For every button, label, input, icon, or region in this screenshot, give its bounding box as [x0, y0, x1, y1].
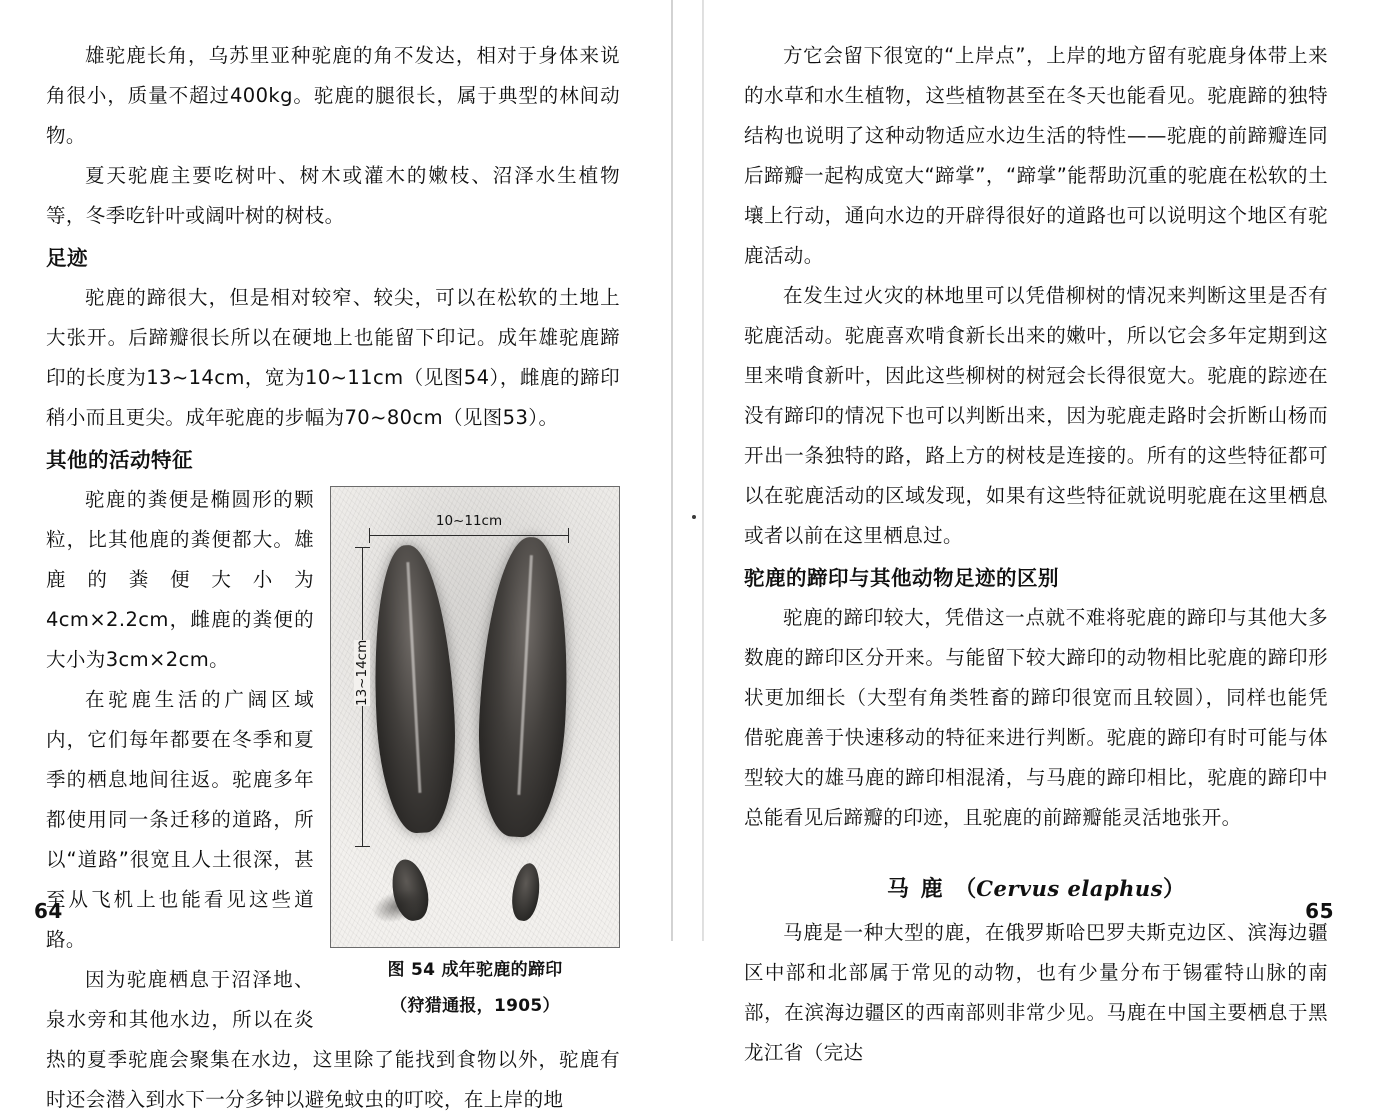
- section-heading-hoofprint-difference: 驼鹿的蹄印与其他动物足迹的区别: [744, 566, 1059, 590]
- paren-open: （: [954, 877, 977, 902]
- dimension-height: [353, 547, 371, 847]
- right-page: [714, 0, 1374, 1064]
- page-gutter: [660, 0, 714, 941]
- left-page: [0, 0, 660, 1111]
- paragraph: 驼鹿的蹄很大，但是相对较窄、较尖，可以在松软的土地上大张开。后蹄瓣很长所以在硬地上也能留下印记。成年雄驼鹿蹄印的长度为13~14cm，宽为10~11cm（见图54），雌鹿的蹄印稍小而且更尖。成年驼鹿的步幅为70~80cm（见图53）。: [46, 286, 620, 429]
- hoofprint-right: [473, 535, 575, 839]
- figure-caption-line1: 图 54 成年驼鹿的蹄印: [387, 960, 563, 980]
- hoofprint-left: [368, 543, 461, 835]
- figure-54: [330, 486, 620, 1020]
- section-heading-footprints: 足迹: [46, 246, 88, 270]
- paragraph: 夏天驼鹿主要吃树叶、树木或灌木的嫩枝、沼泽水生植物等，冬季吃针叶或阔叶树的树枝。: [46, 164, 620, 227]
- paragraph: 雄驼鹿长角，乌苏里亚种驼鹿的角不发达，相对于身体来说角很小，质量不超过400kg。驼鹿的腿很长，属于典型的林间动物。: [46, 44, 620, 147]
- paren-close: ）: [1163, 877, 1186, 902]
- section-heading-other-activity: 其他的活动特征: [46, 448, 193, 472]
- dimension-height-label: 13~14cm: [354, 639, 370, 706]
- page-speck: [692, 515, 696, 519]
- figure-caption-line2: （狩猎通报，1905）: [390, 996, 560, 1016]
- hoof-split: [517, 555, 533, 795]
- paragraph: 在驼鹿生活的广阔区域内，它们每年都要在冬季和夏季的栖息地间往返。驼鹿多年都使用同一条迁移的道路，所以“道路”很宽且人土很深，甚至从飞机上也能看见这些道路。: [46, 688, 314, 951]
- gutter-seam-right: [702, 0, 704, 941]
- paragraph: 马鹿是一种大型的鹿，在俄罗斯哈巴罗夫斯克边区、滨海边疆区中部和北部属于常见的动物，也有少量分布于锡霍特山脉的南部，在滨海边疆区的西南部则非常少见。马鹿在中国主要栖息于黑龙江省（完达: [744, 921, 1328, 1064]
- dimension-width-label: 10~11cm: [435, 513, 503, 529]
- paragraph: 驼鹿的粪便是椭圆形的颗粒，比其他鹿的粪便都大。雄鹿的粪便大小为4cm×2.2cm，雌鹿的粪便的大小为3cm×2cm。: [46, 488, 314, 671]
- paragraph: 驼鹿的蹄印较大，凭借这一点就不难将驼鹿的蹄印与其他大多数鹿的蹄印区分开来。与能留下较大蹄印的动物相比驼鹿的蹄印形状更加细长（大型有角类牲畜的蹄印很宽而且较圆），同样也能凭借驼鹿善于快速移动的特征来进行判断。驼鹿的蹄印有时可能与体型较大的雄马鹿的蹄印相混淆，与马鹿的蹄印相比，驼鹿的蹄印中总能看见后蹄瓣的印迹，且驼鹿的前蹄瓣能灵活地张开。: [744, 606, 1328, 829]
- hoof-split: [406, 562, 421, 792]
- dewclaw-print-right: [509, 861, 543, 922]
- dimension-line-horizontal: [369, 535, 569, 536]
- hoofprint-photo: [330, 486, 620, 948]
- species-name-cn: 马 鹿: [886, 877, 945, 902]
- dimension-cap-top: [355, 547, 370, 548]
- species-name-latin: Cervus elaphus: [976, 876, 1164, 901]
- page-number-right: 65: [1305, 899, 1334, 923]
- dimension-cap-right: [568, 528, 569, 543]
- gutter-seam-left: [671, 0, 673, 941]
- soil-smudge: [368, 883, 429, 928]
- paragraph: 因为驼鹿栖息于沼泽地、泉水旁和其他水边，所以在炎热的夏季驼鹿会聚集在水边，这里除了能找到食物以外，驼鹿有时还会潜入到水下一分多钟以避免蚊虫的叮咬，在上岸的地: [46, 968, 620, 1111]
- dimension-width: [369, 513, 569, 531]
- paragraph: 方它会留下很宽的“上岸点”，上岸的地方留有驼鹿身体带上来的水草和水生植物，这些植物甚至在冬天也能看见。驼鹿蹄的独特结构也说明了这种动物适应水边生活的特性——驼鹿的前蹄瓣连同后蹄瓣一起构成宽大“蹄掌”，“蹄掌”能帮助沉重的驼鹿在松软的土壤上行动，通向水边的开辟得很好的道路也可以说明这个地区有驼鹿活动。: [744, 44, 1328, 267]
- page-number-left: 64: [34, 899, 63, 923]
- dimension-cap-left: [369, 528, 370, 543]
- dimension-cap-bottom: [355, 846, 370, 847]
- paragraph: 在发生过火灾的林地里可以凭借柳树的情况来判断这里是否有驼鹿活动。驼鹿喜欢啃食新长出来的嫩叶，所以它会多年定期到这里来啃食新叶，因此这些柳树的树冠会长得很宽大。驼鹿的踪迹在没有蹄印的情况下也可以判断出来，因为驼鹿走路时会折断山杨而开出一条独特的路，路上方的树枝是连接的。所有的这些特征都可以在驼鹿活动的区域发现，如果有这些特征就说明驼鹿在这里栖息或者以前在这里栖息过。: [744, 284, 1328, 547]
- species-heading: [744, 872, 1328, 903]
